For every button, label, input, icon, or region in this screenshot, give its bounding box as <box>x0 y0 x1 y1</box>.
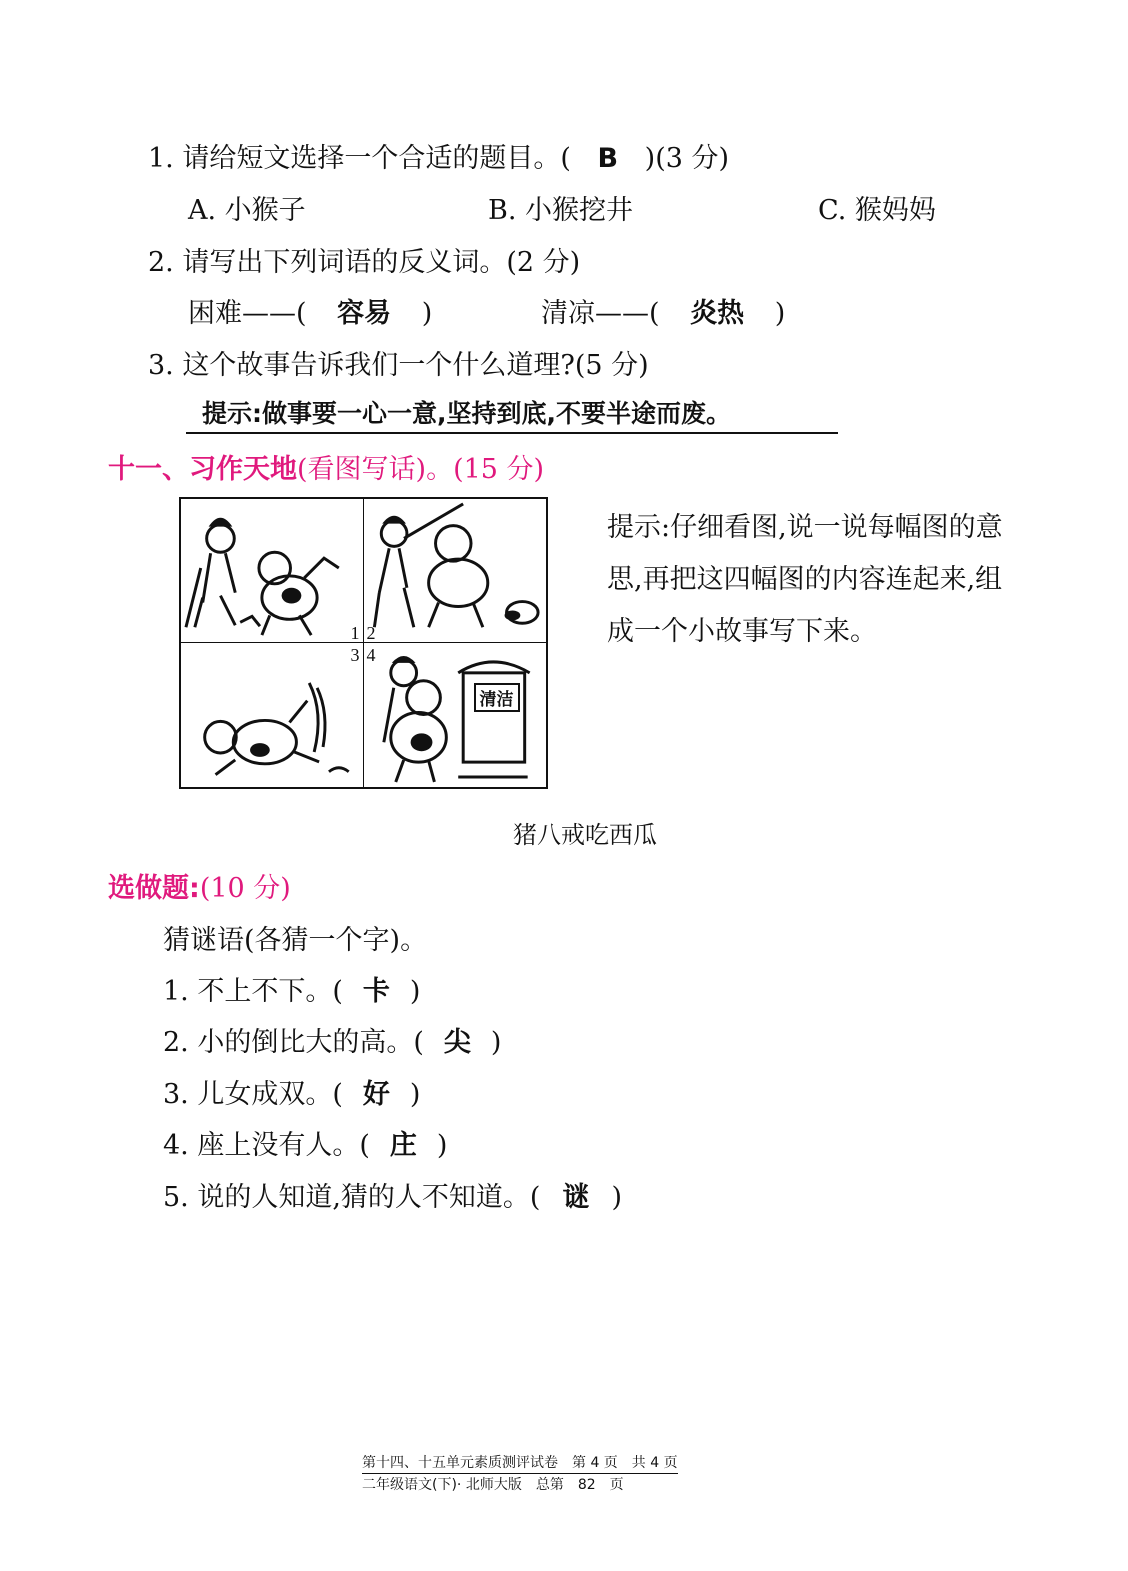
panel-number-2: 2 <box>366 623 376 643</box>
antonym-pair-2 <box>541 291 785 330</box>
optional-title: 选做题: <box>108 873 200 904</box>
riddle-close-2: ) <box>490 1027 502 1058</box>
comic-panel-1 <box>181 499 364 643</box>
riddle-text-4: 4. 座上没有人。( <box>163 1130 370 1161</box>
pig-trash-bin-illustration <box>364 643 547 787</box>
antonym-close-1: ) <box>421 298 433 329</box>
riddle-answer-3: 好 <box>362 1079 390 1110</box>
riddle-answer-1: 卡 <box>362 976 390 1007</box>
question-1-text: 1. 请给短文选择一个合适的题目。( <box>148 143 571 174</box>
optional-score: (10 分) <box>199 873 291 904</box>
riddle-close-1: ) <box>409 976 421 1007</box>
riddle-answer-2: 尖 <box>443 1027 471 1058</box>
panel-number-3: 3 <box>350 645 360 665</box>
comic-panel-2 <box>364 499 547 643</box>
riddle-item-4 <box>163 1123 447 1162</box>
question-1 <box>148 136 729 175</box>
antonym-word-2: 清凉——( <box>541 298 660 329</box>
riddle-text-5: 5. 说的人知道,猜的人不知道。( <box>163 1182 541 1213</box>
section-11-heading <box>108 447 544 486</box>
monkey-pig-watermelon-illustration <box>364 499 547 642</box>
option-c: C. 猴妈妈 <box>818 195 936 226</box>
riddle-text-3: 3. 儿女成双。( <box>163 1079 343 1110</box>
antonym-word-1: 困难——( <box>188 298 307 329</box>
trash-bin-sign: 清洁 <box>474 683 520 712</box>
pig-slipped-illustration <box>181 643 363 787</box>
footer-book-info: 二年级语文(下)· 北师大版 总第 82 页 <box>362 1477 624 1493</box>
question-2-text: 2. 请写出下列词语的反义词。(2 分) <box>148 247 581 278</box>
option-a: A. 小猴子 <box>188 195 306 226</box>
panel-number-4: 4 <box>366 645 376 665</box>
question-1-score: )(3 分) <box>644 143 730 174</box>
comic-panel-3 <box>181 643 364 787</box>
question-1-answer: B <box>597 143 619 174</box>
question-3-text: 3. 这个故事告诉我们一个什么道理?(5 分) <box>148 350 649 381</box>
section-11-title: 十一、习作天地 <box>108 454 297 485</box>
comic-panel-4 <box>364 643 547 787</box>
comic-strip <box>179 497 548 789</box>
writing-hint: 提示:仔细看图,说一说每幅图的意思,再把这四幅图的内容连起来,组成一个小故事写下来。 <box>607 512 1003 647</box>
riddle-item-5 <box>163 1175 622 1214</box>
monkey-pig-walking-illustration <box>181 499 363 642</box>
option-b: B. 小猴挖井 <box>488 195 634 226</box>
riddle-item-1 <box>163 969 420 1008</box>
optional-heading <box>108 866 291 905</box>
riddle-answer-5: 谜 <box>562 1182 590 1213</box>
riddle-close-3: ) <box>409 1079 421 1110</box>
footer-page-info: 第十四、十五单元素质测评试卷 第 4 页 共 4 页 <box>362 1452 678 1474</box>
riddle-item-2 <box>163 1020 501 1059</box>
riddle-item-3 <box>163 1072 420 1111</box>
antonym-close-2: ) <box>774 298 786 329</box>
riddle-intro: 猜谜语(各猜一个字)。 <box>163 925 428 956</box>
riddle-text-2: 2. 小的倒比大的高。( <box>163 1027 424 1058</box>
riddle-text-1: 1. 不上不下。( <box>163 976 343 1007</box>
comic-caption: 猪八戒吃西瓜 <box>513 821 657 849</box>
antonym-pair-1 <box>188 291 432 330</box>
riddle-close-4: ) <box>436 1130 448 1161</box>
panel-number-1: 1 <box>350 623 360 643</box>
section-11-subtitle: (看图写话)。(15 分) <box>297 454 545 485</box>
question-3-answer: 提示:做事要一心一意,坚持到底,不要半途而废。 <box>186 394 838 434</box>
antonym-answer-1: 容易 <box>337 298 392 329</box>
riddle-close-5: ) <box>611 1182 623 1213</box>
riddle-answer-4: 庄 <box>389 1130 417 1161</box>
antonym-answer-2: 炎热 <box>690 298 745 329</box>
